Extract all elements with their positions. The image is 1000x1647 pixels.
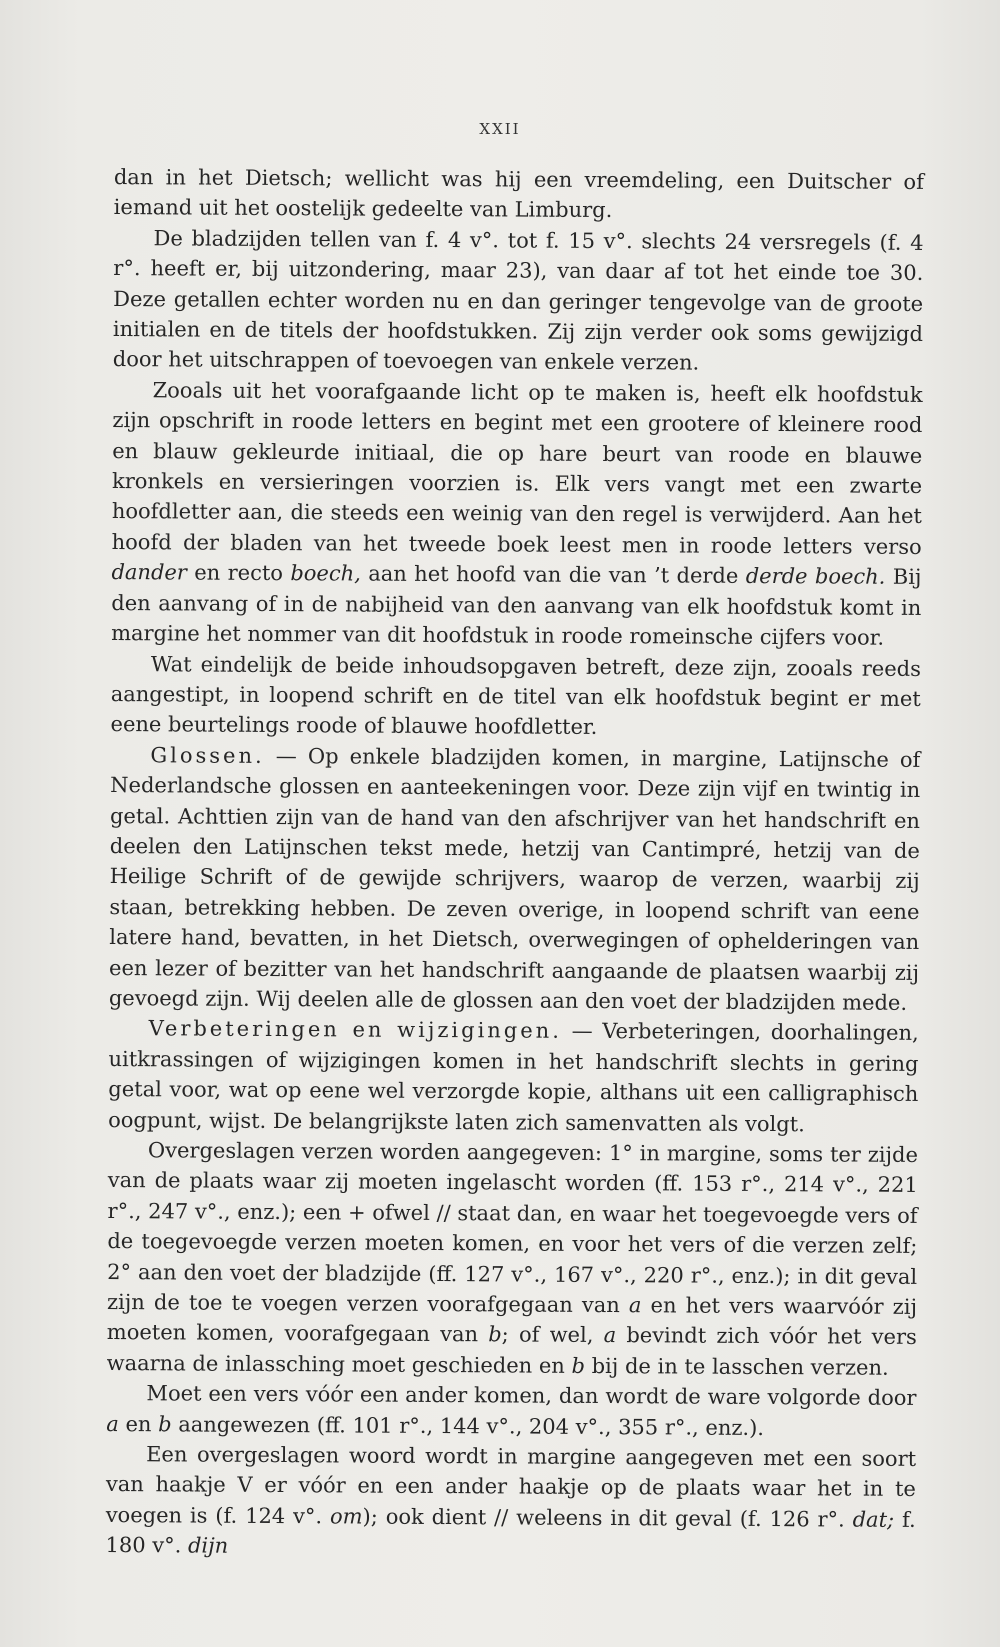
paragraph-6-text: — Verbeteringen, doorhalingen, uitkrassingen of wijzigingen komen in het handschrift slechts in gering getal voor, wat op eene wel verzorgde kopie, althans uit een calligraphisch oogpunt, wijst. De belangrijkste laten zich samenvatten als volgt. <box>108 1019 919 1136</box>
paragraph-7-text-e: bij de in te lasschen verzen. <box>584 1353 889 1380</box>
italic-derde-boech: derde boech. <box>745 564 886 590</box>
paragraph-8-text-b: en <box>118 1411 159 1436</box>
paragraph-3-text-c: aan het hoofd van die van ’t derde <box>360 561 746 589</box>
italic-a: a <box>603 1323 617 1348</box>
italic-om: om <box>329 1504 363 1529</box>
paragraph-4: Wat eindelijk de beide inhoudsopgaven betreft, deze zijn, zooals reeds aangestipt, in loopend schrift en de titel van elk hoofdstuk begint er met eene beurtelings roode of blauwe hoofdletter. <box>110 651 921 740</box>
italic-dijn: dijn <box>187 1533 229 1559</box>
italic-dat: dat; <box>852 1507 895 1532</box>
italic-b: b <box>488 1322 502 1347</box>
paragraph-6 <box>108 1013 919 1140</box>
paragraph-8-text-c: aangewezen (ff. 101 r°., 144 v°., 204 v°., 355 r°., enz.). <box>171 1412 765 1440</box>
paragraph-9-text-b: ); ook dient // weleens in dit geval (f. 126 r°. <box>362 1504 853 1532</box>
section-heading-glossen: Glossen. <box>150 742 265 768</box>
italic-b: b <box>571 1353 586 1378</box>
italic-boech: boech, <box>290 561 361 586</box>
italic-b: b <box>158 1411 172 1437</box>
paragraph-9-text-a: Een overgeslagen woord wordt in margine aangegeven met een soort van haakje V er vóór en een ander haakje op de plaats waar het in te voegen is (f. 124 v°. <box>105 1442 917 1529</box>
paragraph-8-text-a: Moet een vers vóór een ander komen, dan wordt de ware volgorde door <box>146 1381 917 1411</box>
page-number: XXII <box>479 120 521 138</box>
paragraph-8 <box>106 1378 916 1444</box>
paragraph-1: dan in het Dietsch; wellicht was hij een vreemdeling, een Duitscher of iemand uit het oostelijk gedeelte van Limburg. <box>113 164 924 223</box>
paragraph-3-text-b: en recto <box>186 560 291 586</box>
paragraph-9 <box>105 1439 916 1566</box>
paragraph-5-text: — Op enkele bladzijden komen, in margine, Latijnsche of Nederlandsche glossen en aanteekeningen voor. Deze zijn vijf en twintig in getal. Achttien zijn van de hand van den afschrijver van het handschrift en deelen den Latijnschen tekst mede, hetzij van Cantimpré, hetzij van de Heilige Schrift of de gewijde schrijvers, waarop de verzen, waarbij zij staan, betrekking hebben. De zeven overige, in loopend schrift van eene latere hand, bevatten, in het Dietsch, overwegingen of ophelderingen van een lezer of bezitter van het handschrift aangaande de plaatsen waarbij zij gevoegd zijn. Wij deelen alle de glossen aan den voet der bladzijden mede. <box>108 743 921 1015</box>
paragraph-7-text-b: en het vers waarvóór zij moeten komen, voorafgegaan van <box>106 1293 918 1347</box>
section-heading-verbeteringen: Verbeteringen en wijzigingen. <box>148 1016 563 1044</box>
paragraph-7-text-c: ; of wel, <box>501 1322 604 1348</box>
italic-a: a <box>628 1293 642 1318</box>
paragraph-5 <box>109 740 921 1019</box>
paragraph-3-text-a: Zooals uit het voorafgaande licht op te maken is, heeft elk hoofdstuk zijn opschrift in roode letters en begint met een grootere of kleinere rood en blauw gekleurde initiaal, die op hare beurt van roode en blauwe kronkels en versieringen voorzien is. Elk vers vangt met een zwarte hoofdletter aan, die steeds een weinig van den regel is verwijderd. Aan het hoofd der bladen van het tweede boek leest men in roode letters verso <box>111 378 923 559</box>
italic-a: a <box>106 1411 119 1436</box>
paragraph-3-text-d: Bij den aanvang of in de nabijheid van den aanvang van elk hoofdstuk komt in margine het nommer van dit hoofdstuk in roode romeinsche cijfers voor. <box>111 565 922 650</box>
paragraph-9-text-c: f. 180 v°. <box>105 1507 916 1558</box>
italic-dander: dander <box>111 560 187 585</box>
paragraph-2: De bladzijden tellen van f. 4 v°. tot f. 15 v°. slechts 24 versregels (f. 4 r°. heeft er, bij uitzondering, maar 23), van daar af tot het einde toe 30. Deze getallen echter worden nu en dan geringer tengevolge van de groote initialen en de titels der hoofdstukken. Zij zijn verder ook soms gewijzigd door het uitschrappen of toevoegen van enkele verzen. <box>112 226 924 376</box>
paragraph-7-text-a: Overgeslagen verzen worden aangegeven: 1° in margine, soms ter zijde van de plaats waar zij moeten ingelascht worden (ff. 153 r°., 214 v°., 221 r°., 247 v°., enz.); een + ofwel // staat dan, en waar het toegevoegde vers of de toegevoegde verzen moeten komen, en voor het vers of die verzen zelf; 2° aan den voet der bladzijde (ff. 127 v°., 167 v°., 220 r°., enz.); in dit geval zijn de toe te voegen verzen voorafgegaan van <box>106 1138 919 1318</box>
body-text <box>105 162 924 1566</box>
paragraph-7-text-d: bevindt zich vóór het vers waarna de inlassching moet geschieden en <box>106 1323 917 1378</box>
paragraph-7 <box>107 1135 918 1383</box>
paragraph-3 <box>111 375 923 654</box>
